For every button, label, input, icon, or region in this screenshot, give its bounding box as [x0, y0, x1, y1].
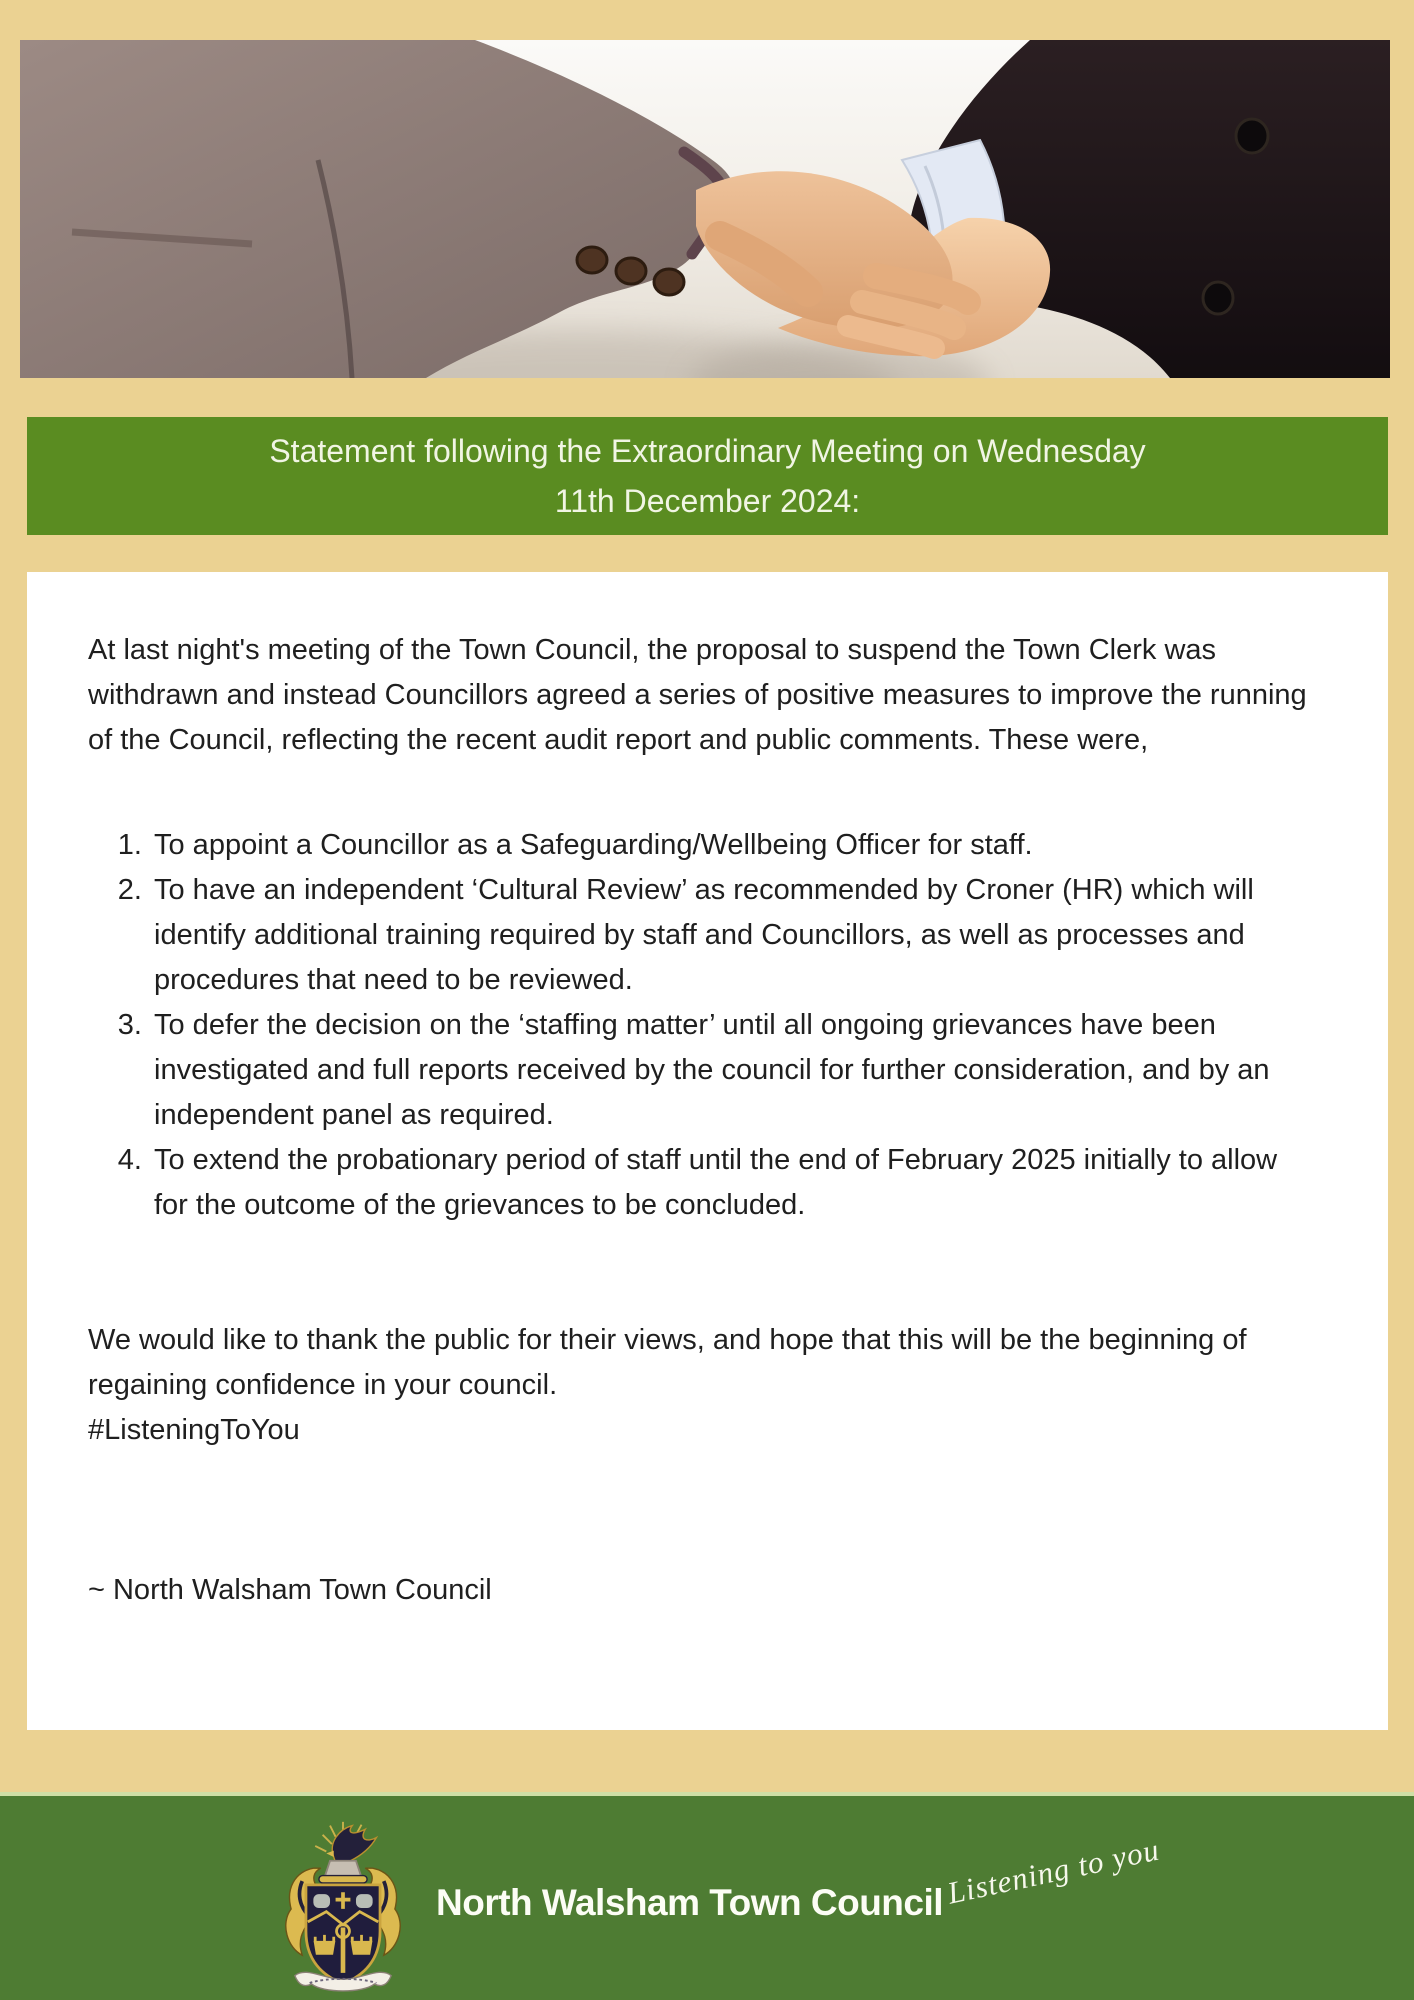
list-item: 2. To have an independent ‘Cultural Review’ as recommended by Croner (HR) which will identify additional training required by staff and Councillors, as well as processes and procedures that need to be reviewed.: [150, 868, 1308, 1003]
list-item: 4. To extend the probationary period of staff until the end of February 2025 initially to allow for the outcome of the grievances to be concluded.: [150, 1138, 1308, 1228]
footer-title: North Walsham Town Council: [436, 1882, 944, 1923]
handshake-photo: [20, 40, 1390, 378]
measures-list: [88, 823, 1308, 1228]
council-crest-logo: [272, 1820, 414, 1996]
statement-intro: At last night's meeting of the Town Council, the proposal to suspend the Town Clerk was withdrawn and instead Councillors agreed a series of positive measures to improve the running of the Council, reflecting the recent audit report and public comments. These were,: [88, 634, 1307, 756]
hashtag: #ListeningToYou: [88, 1414, 300, 1446]
closing-paragraph: We would like to thank the public for their views, and hope that this will be the beginning of regaining confidence in your council.: [88, 1324, 1247, 1401]
crest-bird: [332, 1826, 376, 1863]
list-item: 3. To defer the decision on the ‘staffing matter’ until all ongoing grievances have been investigated and full reports received by the council for further consideration, and by an independent panel as required.: [150, 1003, 1308, 1138]
banner-title-line1: Statement following the Extraordinary Meeting on Wednesday: [269, 433, 1146, 469]
list-item: 1. To appoint a Councillor as a Safeguarding/Wellbeing Officer for staff.: [150, 823, 1308, 868]
footer-tagline: Listening to you: [944, 1831, 1163, 1911]
statement-panel: [27, 572, 1388, 1730]
bird-beak: [326, 1851, 333, 1857]
statement-banner: [27, 417, 1388, 535]
banner-title-line2: 11th December 2024:: [554, 483, 861, 519]
footer: [0, 1792, 1414, 2000]
crest-torse: [319, 1876, 367, 1883]
signature: ~ North Walsham Town Council: [88, 1574, 492, 1606]
